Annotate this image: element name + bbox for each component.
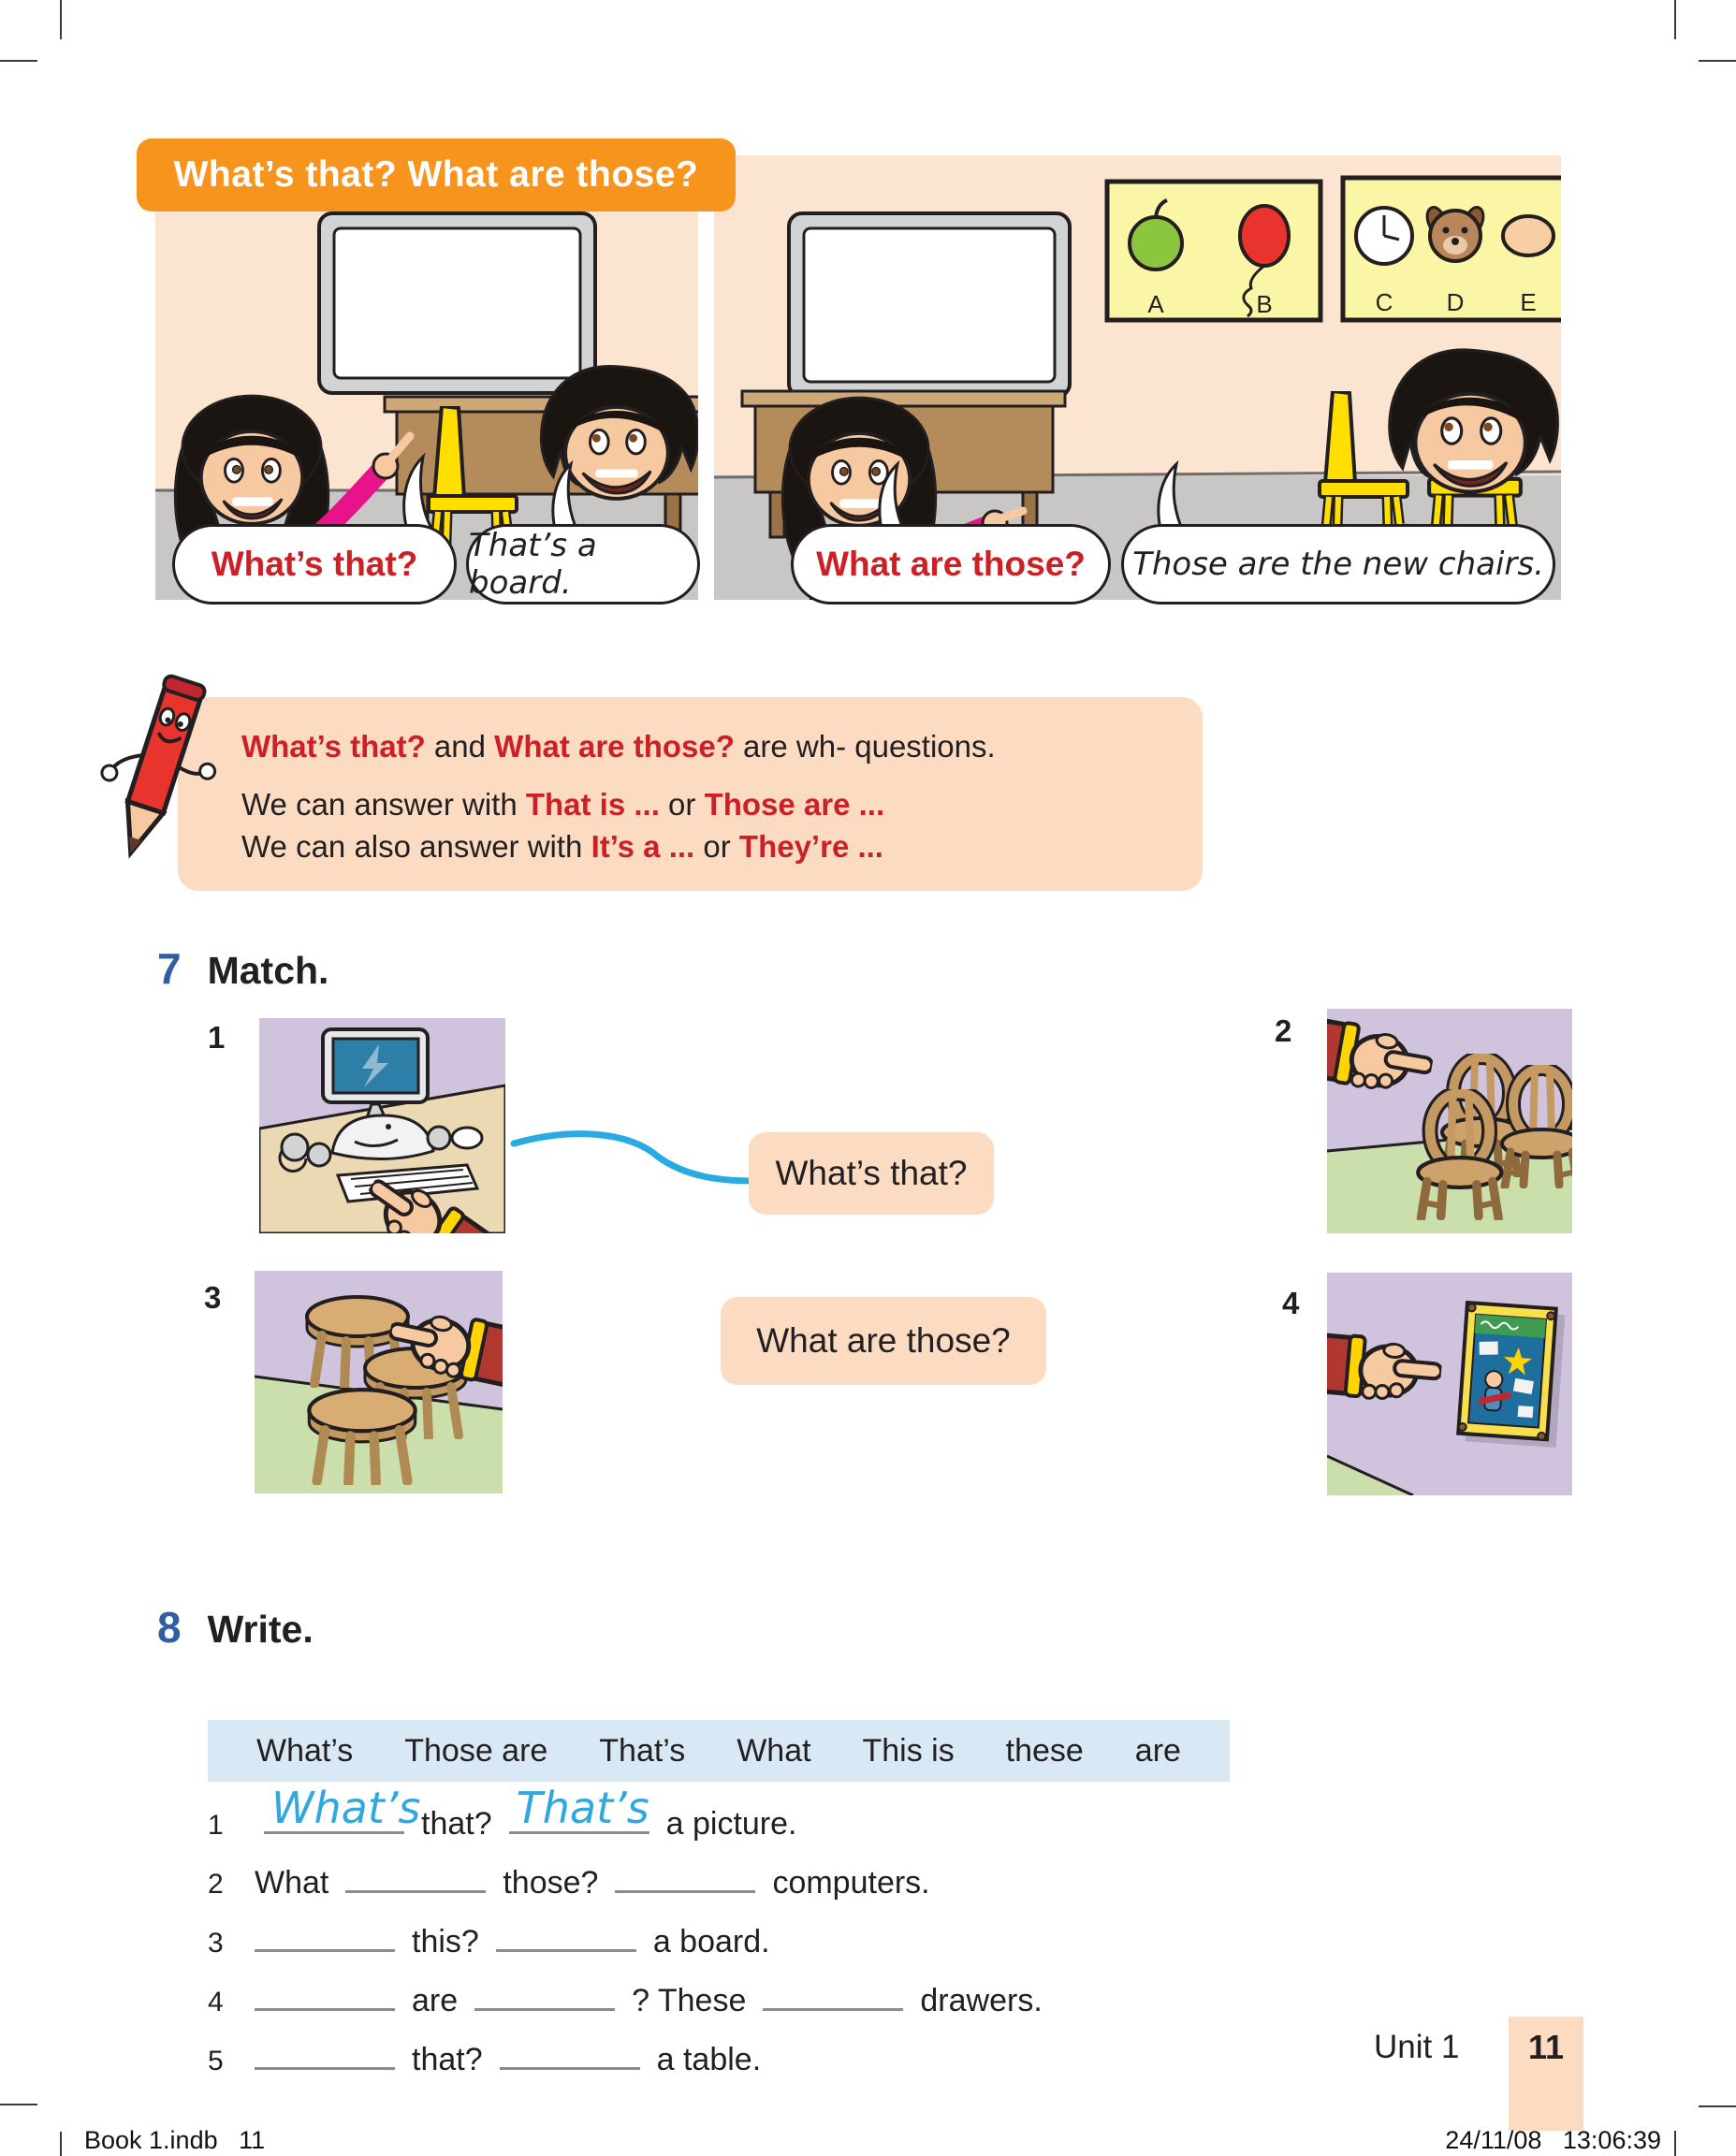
sentence-number: 2 (208, 1869, 224, 1900)
card-label-b: B (1256, 290, 1273, 318)
sentence-text: that? (412, 2042, 483, 2077)
word-bank-item: That’s (599, 1732, 686, 1769)
exercise-number: 7 (157, 944, 182, 993)
crop-mark (1699, 2105, 1736, 2107)
answer-blank (509, 1783, 649, 1834)
handwritten-answer: That’s (516, 1783, 649, 1833)
clock-icon (1356, 208, 1412, 264)
exercise-8-heading (157, 1602, 314, 1653)
sentence-text: a board. (652, 1924, 770, 1959)
answer-blank (255, 1934, 395, 1952)
match-item-number-3: 3 (204, 1280, 222, 1315)
word-bank-item: are (1134, 1732, 1181, 1769)
sentence-text: ? These (632, 1983, 747, 2018)
match-bubble-what-are-those (721, 1297, 1046, 1385)
answer-blank (264, 1783, 421, 1834)
write-sentences (208, 1783, 1050, 2077)
sentence-row-3 (208, 1924, 1050, 1958)
exercise-title: Match. (207, 949, 329, 992)
computer-illustration (259, 1018, 505, 1233)
match-item-number-2: 2 (1275, 1013, 1292, 1048)
card-label-c: C (1375, 288, 1393, 316)
crop-mark (1699, 60, 1736, 62)
wall-poster (1458, 1303, 1566, 1448)
word-bank (208, 1720, 1230, 1782)
pencil-character-icon (75, 672, 243, 873)
answer-blank (255, 2052, 395, 2070)
word-bank-item: This is (862, 1732, 955, 1769)
exercise-title: Write. (207, 1608, 314, 1651)
speech-text: What are those? (816, 545, 1086, 583)
card-label-e: E (1520, 288, 1537, 316)
page-number: 11 (1527, 2028, 1565, 2066)
print-info-timestamp: 24/11/08 13:06:39 (1445, 2126, 1661, 2154)
crop-mark (0, 60, 37, 62)
sentence-row-5 (208, 2042, 1050, 2076)
sentence-text: this? (412, 1924, 479, 1959)
answer-blank (255, 1993, 395, 2011)
card-label-d: D (1446, 288, 1465, 316)
match-bubble-text: What’s that? (775, 1154, 968, 1192)
answer-blank (474, 1993, 615, 2011)
note-line-2: We can answer with That is ... or Those are ... (241, 786, 885, 822)
sentence-row-2 (208, 1865, 1050, 1899)
card-label-a: A (1147, 290, 1164, 318)
lesson-title: What’s that? What are those? (173, 154, 699, 195)
exercise-number: 8 (157, 1603, 182, 1652)
crop-mark (1674, 0, 1676, 39)
match-bubble-whats-that (749, 1132, 994, 1215)
crop-mark (60, 2132, 62, 2156)
sentence-number: 1 (208, 1810, 224, 1841)
note-line-1: What’s that? and What are those? are wh- questions. (241, 729, 996, 764)
picture-card-cde (1343, 178, 1561, 320)
sentence-number: 5 (208, 2046, 224, 2076)
answer-blank (615, 1875, 755, 1893)
handwritten-answer: What’s (271, 1783, 421, 1833)
sentence-number: 3 (208, 1928, 224, 1959)
word-bank-item: What’s (256, 1732, 354, 1769)
word-bank-item: What (737, 1732, 811, 1769)
speech-bubble-question-1 (172, 524, 457, 605)
unit-label: Unit 1 (1374, 2029, 1460, 2065)
answer-blank (345, 1875, 486, 1893)
speech-text: What’s that? (211, 545, 418, 583)
match-bubble-text: What are those? (756, 1321, 1011, 1360)
word-bank-item: these (1005, 1732, 1084, 1769)
match-item-number-4: 4 (1282, 1286, 1300, 1320)
grammar-note-box (178, 697, 1203, 891)
whiteboard (319, 213, 595, 393)
sentence-text: a picture. (665, 1806, 797, 1842)
sentence-number: 4 (208, 1987, 224, 2018)
whiteboard (789, 213, 1070, 397)
exercise-7-heading (157, 943, 328, 994)
answer-blank (763, 1993, 903, 2011)
crop-mark (0, 2104, 37, 2105)
speech-bubble-question-2 (791, 524, 1111, 605)
sentence-row-1 (208, 1783, 1050, 1842)
speech-bubble-answer-2 (1121, 524, 1555, 605)
speech-text: That’s a board. (469, 527, 597, 602)
sentence-text: a table. (656, 2042, 762, 2077)
sentence-text: that? (421, 1806, 492, 1842)
sentence-text: drawers. (920, 1983, 1043, 2018)
note-line-3: We can also answer with It’s a ... or They’re ... (241, 829, 883, 865)
picture-card-ab (1107, 182, 1320, 320)
answer-blank (496, 1934, 636, 1952)
sentence-text: are (412, 1983, 459, 2018)
match-connector-line (508, 1123, 759, 1200)
word-bank-item: Those are (404, 1732, 548, 1769)
chairs-illustration (1327, 1009, 1572, 1233)
print-info-left: Book 1.indb 11 (84, 2126, 266, 2154)
page-number-box (1509, 2017, 1583, 2131)
crop-mark (1674, 2131, 1676, 2156)
speech-bubble-answer-1 (466, 524, 700, 605)
sentence-text: those? (503, 1865, 599, 1901)
poster-illustration (1327, 1273, 1572, 1495)
stools-illustration (255, 1271, 503, 1493)
sentence-row-4 (208, 1983, 1050, 2017)
speech-text: Those are the new chairs. (1132, 546, 1544, 583)
crop-mark (60, 0, 62, 39)
lesson-title-banner (137, 138, 736, 211)
match-item-number-1: 1 (208, 1020, 226, 1055)
grammar-note-text (241, 725, 1174, 868)
oval-icon (1503, 216, 1554, 255)
sentence-text: computers. (772, 1865, 930, 1901)
sentence-text: What (255, 1865, 329, 1901)
answer-blank (500, 2052, 640, 2070)
